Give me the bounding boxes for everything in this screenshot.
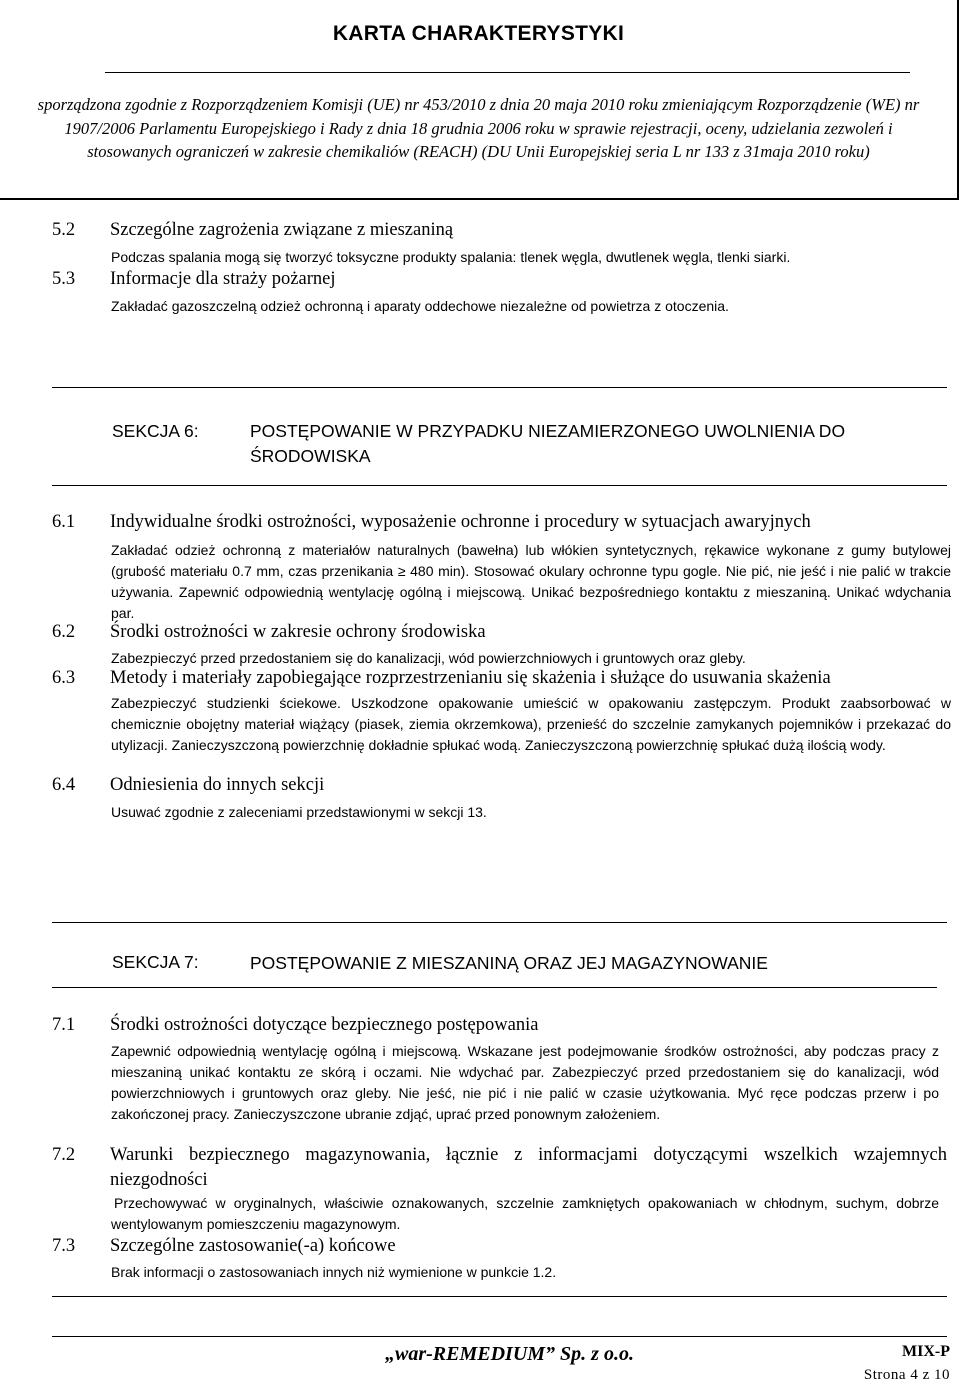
subsection-title: Informacje dla straży pożarnej <box>110 269 336 289</box>
subsection-title: Indywidualne środki ostrożności, wyposażenie ochronne i procedury w sytuacjach awaryjnych <box>110 512 811 532</box>
section-divider <box>52 485 947 486</box>
subsection-5-2-heading <box>52 220 453 241</box>
subsection-7-3-heading <box>52 1236 396 1257</box>
section-6-title: POSTĘPOWANIE W PRZYPADKU NIEZAMIERZONEGO UWOLNIENIA DO ŚRODOWISKA <box>250 421 846 466</box>
subsection-6-4-text: Usuwać zgodnie z zaleceniami przedstawionymi w sekcji 13. <box>111 804 487 820</box>
subsection-5-3-text: Zakładać gazoszczelną odzież ochronną i aparaty oddechowe niezależne od powietrza z otoczenia. <box>111 298 729 314</box>
subsection-6-3-heading <box>52 668 831 689</box>
subsection-6-4-heading <box>52 775 324 796</box>
subsection-number: 5.2 <box>52 220 76 240</box>
subsection-7-2-heading <box>52 1143 947 1193</box>
document-header <box>0 0 959 200</box>
subsection-number: 6.3 <box>52 668 76 688</box>
subsection-title: Szczególne zagrożenia związane z mieszaniną <box>110 220 454 240</box>
subsection-5-2-text: Podczas spalania mogą się tworzyć toksyczne produkty spalania: tlenek węgla, dwutlenek węgla, tlenki siarki. <box>111 249 791 265</box>
subsection-title: Szczególne zastosowanie(-a) końcowe <box>110 1236 396 1256</box>
subsection-number: 6.1 <box>52 512 76 532</box>
page-number: Strona 4 z 10 <box>863 1367 950 1383</box>
subsection-6-1-heading <box>52 512 811 533</box>
product-code: MIX-P <box>902 1343 950 1360</box>
section-divider <box>52 387 947 388</box>
subsection-6-2-text: Zabezpieczyć przed przedostaniem się do kanalizacji, wód powierzchniowych i gruntowych oraz gleby. <box>111 650 746 666</box>
subsection-7-1-heading <box>52 1015 538 1036</box>
section-divider <box>52 1296 947 1297</box>
section-6-label: SEKCJA 6: <box>112 421 199 441</box>
subsection-number: 7.3 <box>52 1236 76 1256</box>
subsection-title: Metody i materiały zapobiegające rozprzestrzenianiu się skażenia i służące do usuwania skażenia <box>110 668 831 688</box>
section-divider <box>52 987 937 988</box>
subsection-number: 6.2 <box>52 622 76 642</box>
subsection-number: 7.2 <box>52 1145 76 1165</box>
subsection-number: 7.1 <box>52 1015 76 1035</box>
subsection-title: Odniesienia do innych sekcji <box>110 775 325 795</box>
subsection-5-3-heading <box>52 269 335 290</box>
document-title: KARTA CHARAKTERYSTYKI <box>332 22 625 45</box>
title-rule <box>105 72 910 73</box>
subsection-7-1-text: Zapewnić odpowiednią wentylację ogólną i miejscową. Wskazane jest podejmowanie środków ostrożności, aby podczas pracy z mieszaniną unikać kontaktu ze skórą i oczami. Nie wdychać par. Zabezpieczyć przed przedostaniem się do kanalizacji, wód powierzchniowych i gruntowych oraz gleby. Nie jeść, nie pić i nie palić w czasie użytkowania. Myć ręce podczas przerw i po zakończonej pracy. Zanieczyszczone ubranie zdjąć, uprać przed ponownym założeniem. <box>111 1043 939 1122</box>
company-name: „war-REMEDIUM” Sp. z o.o. <box>385 1343 634 1365</box>
subsection-7-3-text: Brak informacji o zastosowaniach innych niż wymienione w punkcie 1.2. <box>111 1264 557 1280</box>
subsection-number: 6.4 <box>52 775 76 795</box>
subsection-title: Środki ostrożności dotyczące bezpiecznego postępowania <box>110 1015 539 1035</box>
subsection-number: 5.3 <box>52 269 76 289</box>
subsection-6-1-text: Zakładać odzież ochronną z materiałów naturalnych (bawełna) lub włókien syntetycznych, rękawice wykonane z gumy butylowej (grubość materiału 0.7 mm, czas przenikania ≥ 480 min). Stosować okulary ochronne typu gogle. Nie pić, nie jeść i nie palić w trakcie używania. Zapewnić odpowiednią wentylację ogólną i miejscową. Unikać bezpośredniego kontaktu z mieszaniną. Unikać wdychania par. <box>111 542 951 621</box>
section-7-label: SEKCJA 7: <box>112 952 199 972</box>
subsection-6-3-text: Zabezpieczyć studzienki ściekowe. Uszkodzone opakowanie umieścić w opakowaniu zastępczym. Produkt zaabsorbować w chemicznie obojętny materiał wiążący (piasek, ziemia okrzemkowa), przenieść do szczelnie zamykanych pojemników i przekazać do utylizacji. Zanieczyszczoną powierzchnię dokładnie spłukać wodą. Zanieczyszczoną powierzchnię spłukać dużą ilością wody. <box>111 695 951 753</box>
section-divider <box>52 922 947 923</box>
regulation-subtitle: sporządzona zgodnie z Rozporządzeniem Komisji (UE) nr 453/2010 z dnia 20 maja 2010 roku zmieniającym Rozporządzenie (WE) nr 1907/2006 Parlamentu Europejskiego i Rady z dnia 18 grudnia 2006 roku w sprawie rejestracji, oceny, udzielania zezwoleń i stosowanych ograniczeń w zakresie chemikaliów (REACH) (DU Unii Europejskiej seria L nr 133 z 31maja 2010 roku) <box>37 95 920 161</box>
footer-rule <box>52 1336 947 1337</box>
subsection-7-2-text: Przechowywać w oryginalnych, właściwie oznakowanych, szczelnie zamkniętych opakowaniach w chłodnym, suchym, dobrze wentylowanym pomieszczeniu magazynowym. <box>111 1195 939 1232</box>
subsection-title: Warunki bezpiecznego magazynowania, łącznie z informacjami dotyczącymi wszelkich wzajemnych niezgodności <box>110 1145 947 1190</box>
subsection-6-2-heading <box>52 622 486 643</box>
subsection-title: Środki ostrożności w zakresie ochrony środowiska <box>110 622 486 642</box>
section-7-title: POSTĘPOWANIE Z MIESZANINĄ ORAZ JEJ MAGAZYNOWANIE <box>250 953 768 973</box>
